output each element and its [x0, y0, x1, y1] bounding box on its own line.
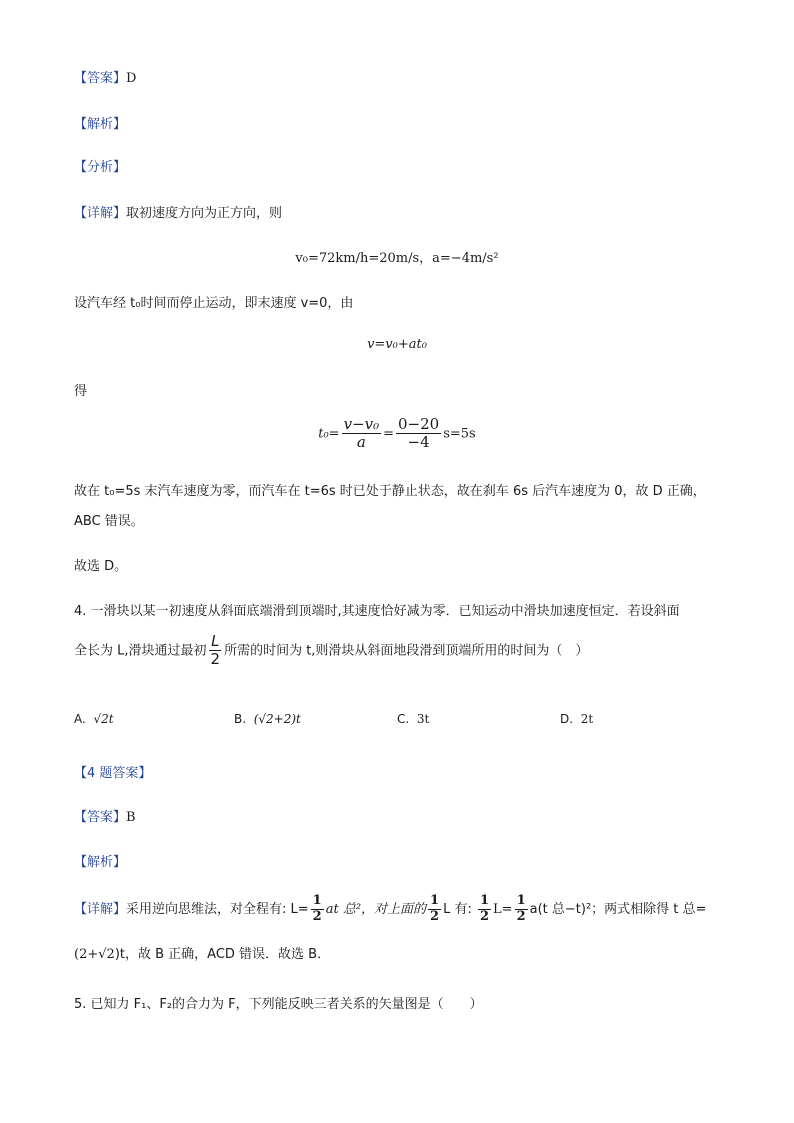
eq3-frac1-num: v−v₀ — [343, 415, 380, 433]
q4-option-c — [397, 712, 429, 726]
q4-detail-line-2 — [74, 943, 330, 962]
q3-de: 得 — [74, 384, 88, 399]
detail2-a: (2+ — [74, 947, 99, 962]
answer-value: B — [126, 810, 136, 825]
eq3-frac2-den: −4 — [407, 433, 430, 452]
q4-detail-line-1 — [74, 894, 706, 925]
eq3-frac-2 — [396, 416, 441, 452]
q4-frac-den: 2 — [210, 650, 221, 669]
detail-text: 取初速度方向为正方向，则 — [126, 206, 283, 221]
detail-d: L= — [493, 901, 513, 917]
half-num: 1 — [312, 893, 322, 908]
q4-stem-line-2 — [74, 633, 588, 669]
q4-stem-line-1: 4. 一滑块以某一初速度从斜面底端滑到顶端时,其速度恰好减为零．已知运动中滑块加速度恒定．若设斜面 — [74, 604, 680, 619]
q4-option-b — [234, 712, 301, 726]
q4-stem2-a: 全长为 L,滑块通过最初 — [74, 643, 207, 659]
half-den: 2 — [430, 908, 440, 924]
detail-e: a(t 总−t)²；两式相除得 t 总= — [529, 901, 707, 917]
half-frac — [311, 894, 324, 925]
detail-c: L 有: — [443, 901, 476, 917]
q4-answer-header: 【4 题答案】 — [74, 766, 152, 781]
answer-value: D — [126, 71, 137, 86]
half-den: 2 — [479, 908, 490, 924]
option-text: 2t — [580, 712, 594, 726]
eq3-frac2-num: 0−20 — [398, 415, 440, 433]
detail2-sqrt: √2 — [98, 947, 115, 962]
answer-tag: 【答案】 — [74, 810, 127, 825]
q3-equation-1: v₀=72km/h=20m/s，a=−4m/s² — [295, 251, 499, 266]
eq3-eq: = — [383, 426, 395, 442]
half-frac — [478, 894, 491, 925]
detail-a: 采用逆向思维法，对全程有: L= — [126, 901, 309, 917]
q3-set-line: 设汽车经 t₀时间而停止运动，即末速度 v=0，由 — [74, 296, 354, 311]
q3-equation-2: v=v₀+at₀ — [367, 337, 427, 352]
half-num: 1 — [516, 893, 526, 908]
answer-tag: 【答案】 — [74, 71, 127, 86]
detail-b: at 总²，对上面的 — [325, 901, 427, 917]
q3-detail-line — [74, 202, 282, 221]
half-num: 1 — [430, 893, 440, 908]
q3-answer-line — [74, 67, 136, 86]
option-text: 3t — [416, 712, 430, 726]
q4-stem2-b: 所需的时间为 t,则滑块从斜面地段滑到顶端所用的时间为（ ） — [224, 643, 589, 659]
q4-answer-line — [74, 806, 136, 825]
half-den: 2 — [312, 908, 322, 924]
half-num: 1 — [479, 893, 490, 908]
option-text: (√2+2)t — [253, 712, 301, 726]
half-frac — [515, 894, 528, 925]
detail-tag: 【详解】 — [74, 901, 127, 917]
eq3-rhs: s=5s — [443, 426, 476, 442]
eq3-frac1-den: a — [356, 433, 366, 452]
q3-equation-3 — [0, 416, 794, 452]
q3-conclusion-2: ABC 错误。 — [74, 514, 144, 529]
detail-tag: 【详解】 — [74, 206, 127, 221]
q3-conclusion-1: 故在 t₀=5s 末汽车速度为零，而汽车在 t=6s 时已处于静止状态，故在刹车 6s 后汽车速度为 0，故 D 正确， — [74, 484, 706, 499]
half-frac — [428, 894, 441, 925]
option-label: D. — [560, 712, 574, 726]
option-label: B. — [234, 712, 247, 726]
half-den: 2 — [516, 908, 526, 924]
q4-frac-num: L — [211, 632, 220, 650]
detail2-c: )t，故 B 正确，ACD 错误．故选 B． — [114, 947, 331, 962]
q3-choose: 故选 D。 — [74, 559, 128, 574]
q5-stem: 5. 已知力 F₁、F₂的合力为 F，下列能反映三者关系的矢量图是（ ） — [74, 997, 483, 1012]
q4-option-d — [560, 712, 593, 726]
option-label: A. — [74, 712, 86, 726]
eq3-frac-1 — [342, 416, 382, 452]
q3-analysis-tag: 【解析】 — [74, 117, 127, 132]
q4-stem-frac — [209, 633, 223, 669]
q4-option-a — [74, 712, 114, 726]
option-label: C. — [397, 712, 410, 726]
eq3-lhs: t₀= — [318, 426, 340, 442]
option-text: √2t — [93, 712, 114, 726]
q4-analysis-tag: 【解析】 — [74, 855, 127, 870]
q3-fenxi-tag: 【分析】 — [74, 160, 127, 175]
